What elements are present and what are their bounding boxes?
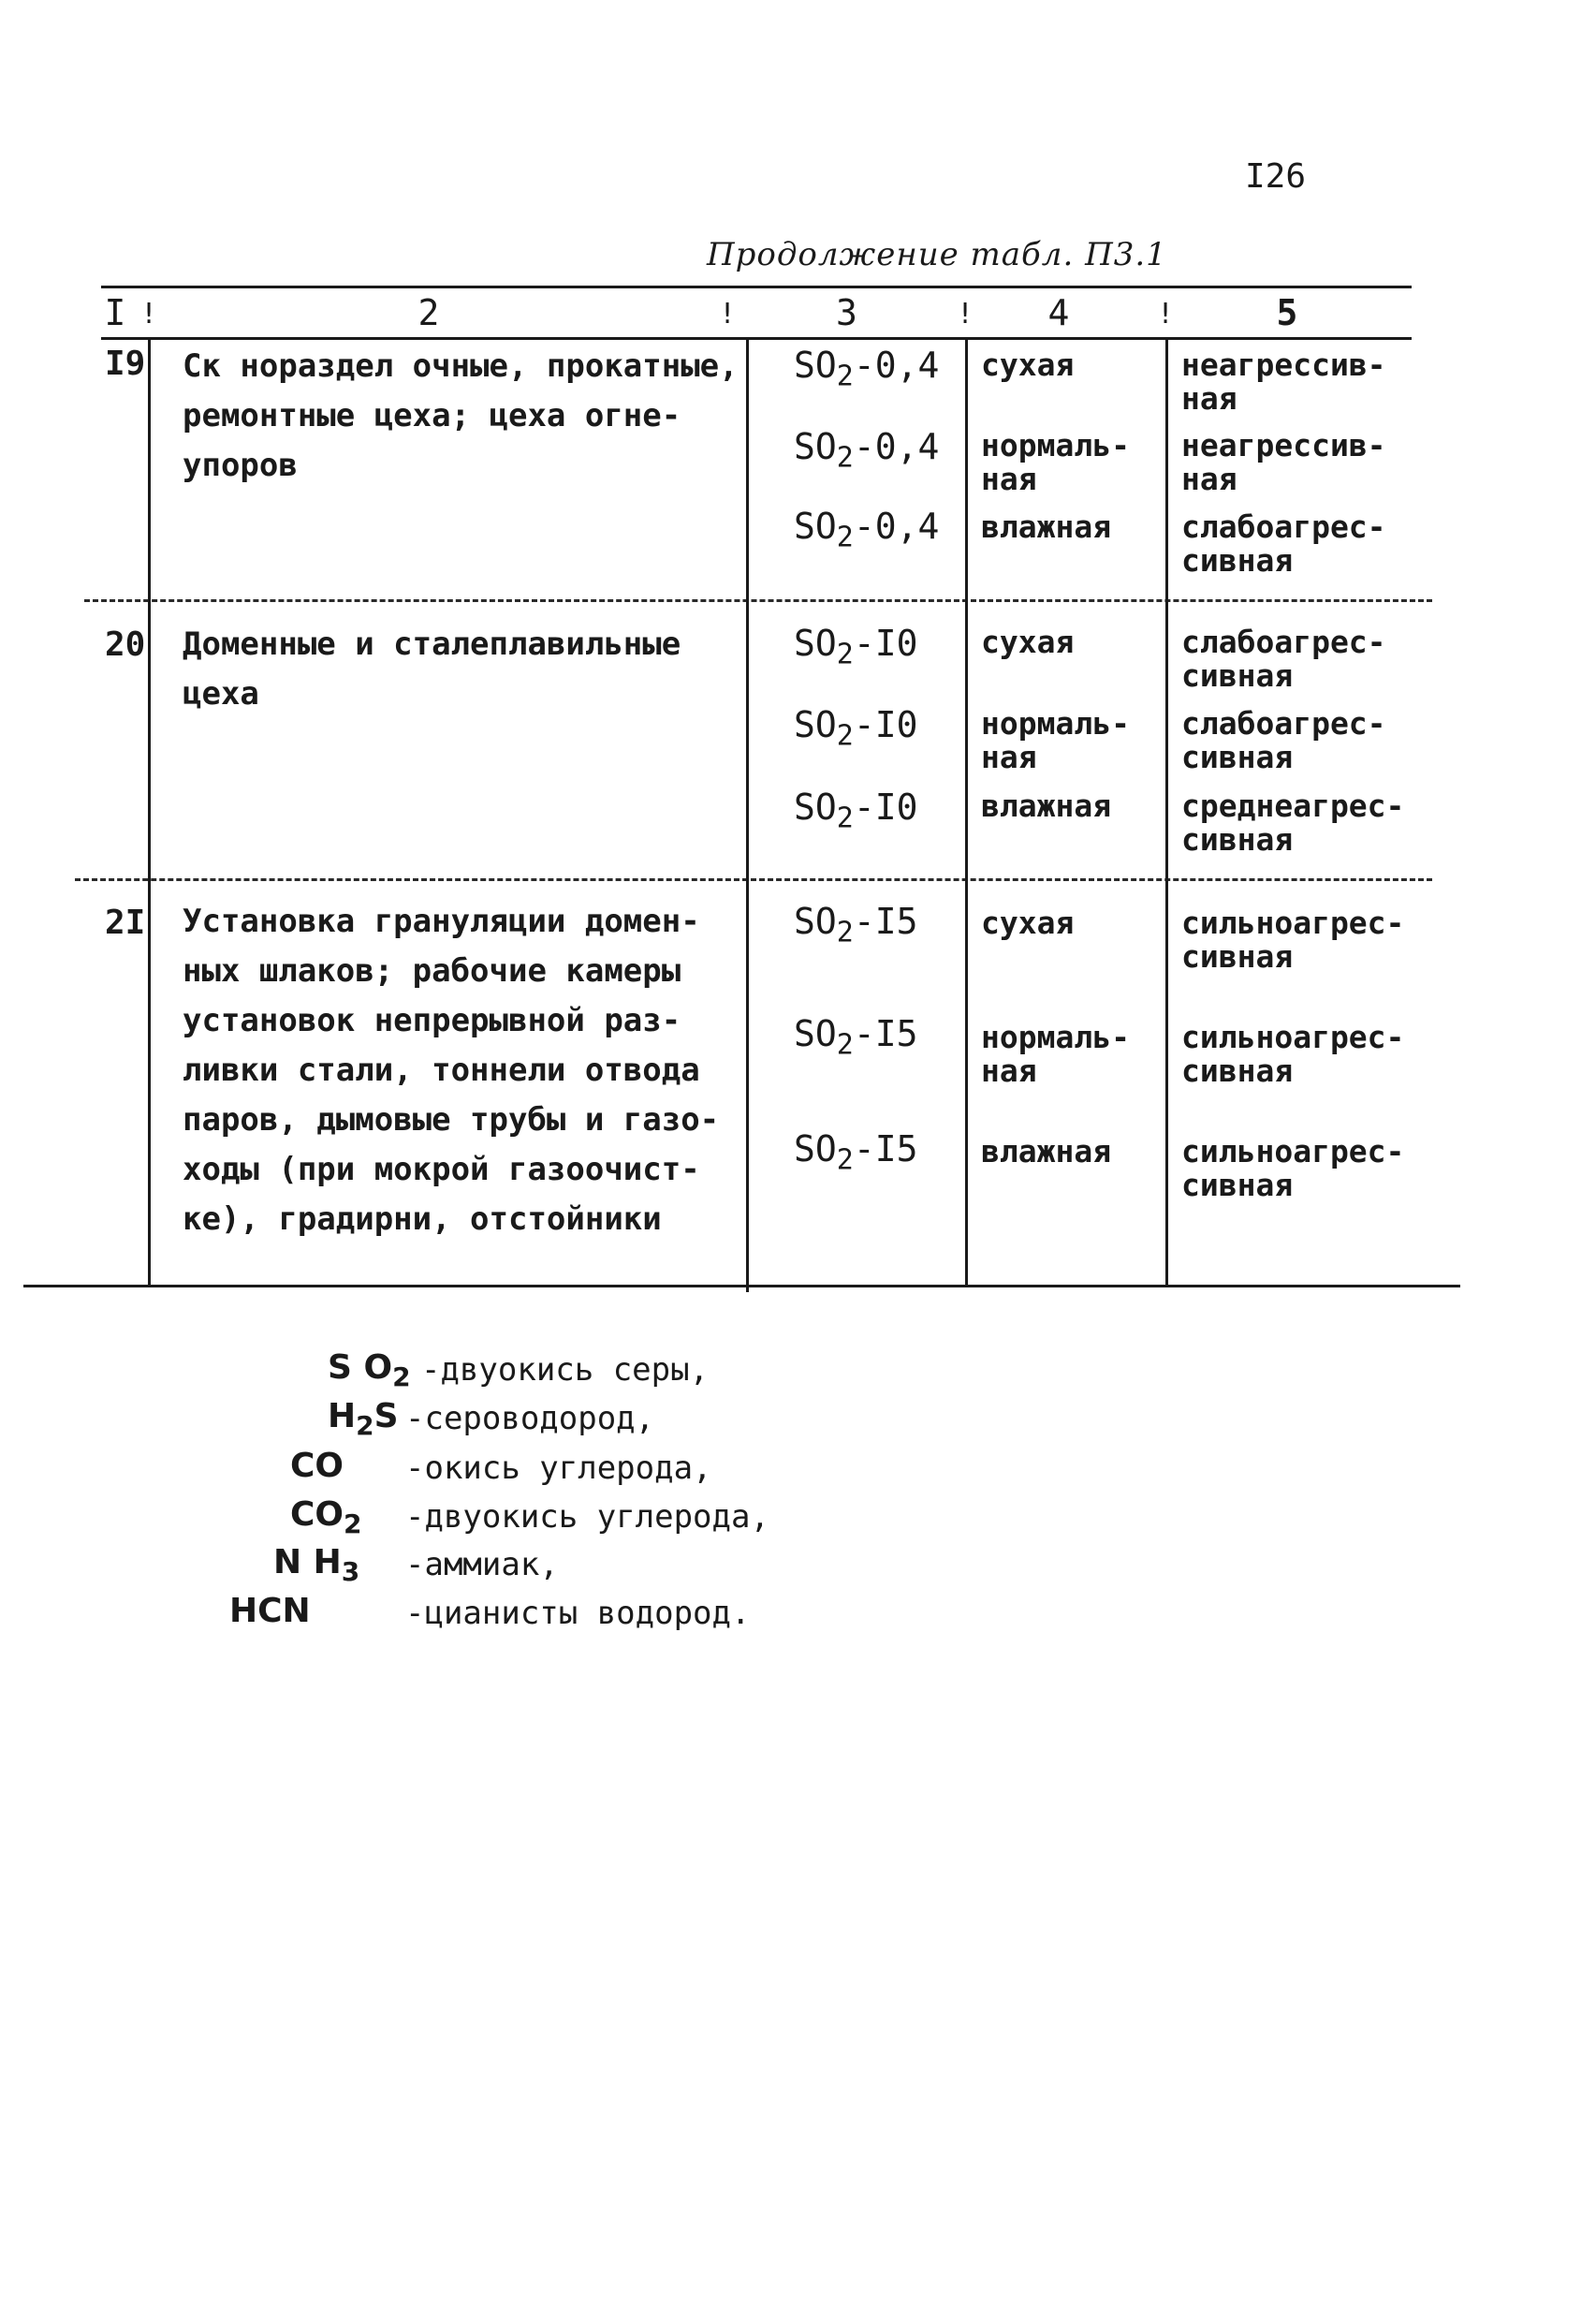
col-header-4: 4 [1047,292,1070,333]
legend-description: -цианисты водород. [405,1595,751,1632]
humidity-state: влажная [981,787,1112,824]
row-number: 20 [105,625,146,664]
aggressiveness: слабоагрес- сивная [1181,705,1386,775]
gas-concentration: $SO_2-I5$ [794,1013,918,1062]
legend-description: -двуокись серы, [421,1351,710,1389]
column-rule [148,337,151,1285]
humidity-state: влажная [981,508,1112,545]
row-description: Доменные и сталеплавильные цеха [183,625,681,713]
legend-description: -сероводород, [405,1400,655,1437]
column-rule [746,337,749,1292]
humidity-state: сухая [981,346,1075,383]
aggressiveness: неагрессив- ная [1181,427,1386,497]
header-separator: ! [1157,298,1175,331]
aggressiveness: сильноагрес- сивная [1181,1133,1405,1203]
humidity-state: влажная [981,1133,1112,1169]
aggressiveness: слабоагрес- сивная [1181,624,1386,694]
page-number: I26 [1245,157,1307,196]
aggressiveness: слабоагрес- сивная [1181,508,1386,579]
header-separator: ! [957,298,974,331]
legend-formula: N $H_3$ [273,1543,360,1588]
legend-formula: CO [290,1447,344,1485]
continuation-title: Продолжение табл. П3.1 [707,236,1167,273]
gas-concentration: $SO_2-I5$ [794,1128,918,1177]
humidity-state: нормаль- ная [981,1019,1130,1089]
row-number: 2I [105,904,146,942]
table-bottom-rule [23,1285,1460,1287]
header-separator: ! [140,298,158,331]
gas-concentration: $SO_2-I0$ [794,704,918,753]
header-separator: ! [719,298,737,331]
gas-concentration: $SO_2-I0$ [794,623,918,671]
col-header-3: 3 [836,292,857,333]
gas-concentration: $SO_2-0,4$ [794,426,940,475]
humidity-state: нормаль- ная [981,427,1130,497]
legend-description: -аммиак, [405,1546,559,1583]
col-header-1: I [104,292,126,333]
legend-formula: S $O_2$ [328,1348,411,1393]
row-number: I9 [105,345,146,383]
col-header-5: 5 [1276,292,1298,333]
row-divider [84,599,1432,602]
row-divider [75,878,1432,881]
aggressiveness: неагрессив- ная [1181,346,1386,417]
legend-description: -окись углерода, [405,1449,712,1487]
humidity-state: сухая [981,624,1075,660]
col-header-2: 2 [417,292,440,333]
humidity-state: сухая [981,905,1075,941]
aggressiveness: сильноагрес- сивная [1181,905,1405,975]
row-description: Ск нораздел очные, прокатные, ремонтные цеха; цеха огне- упоров [183,347,739,484]
legend-formula: HCN [229,1592,311,1630]
gas-concentration: $SO_2-0,4$ [794,506,940,554]
column-rule [965,337,968,1285]
aggressiveness: сильноагрес- сивная [1181,1019,1405,1089]
column-rule [1165,337,1168,1285]
legend-description: -двуокись углерода, [405,1498,769,1536]
gas-concentration: $SO_2-I5$ [794,901,918,949]
humidity-state: нормаль- ная [981,705,1130,775]
aggressiveness: среднеагрес- сивная [1181,787,1405,858]
header-rule [101,337,1412,340]
row-description: Установка грануляции домен- ных шлаков; рабочие камеры установок непрерывной раз- ливки стали, тоннели отвода паров, дымовые трубы и газо- ходы (при мокрой газоочист- ке), градирни, отстойники [183,903,720,1238]
gas-concentration: $SO_2-I0$ [794,787,918,835]
table-top-rule [101,286,1412,288]
legend-formula: $CO_2$ [290,1495,362,1540]
gas-concentration: $SO_2-0,4$ [794,345,940,393]
legend-formula: $H_2S$ [328,1397,399,1442]
